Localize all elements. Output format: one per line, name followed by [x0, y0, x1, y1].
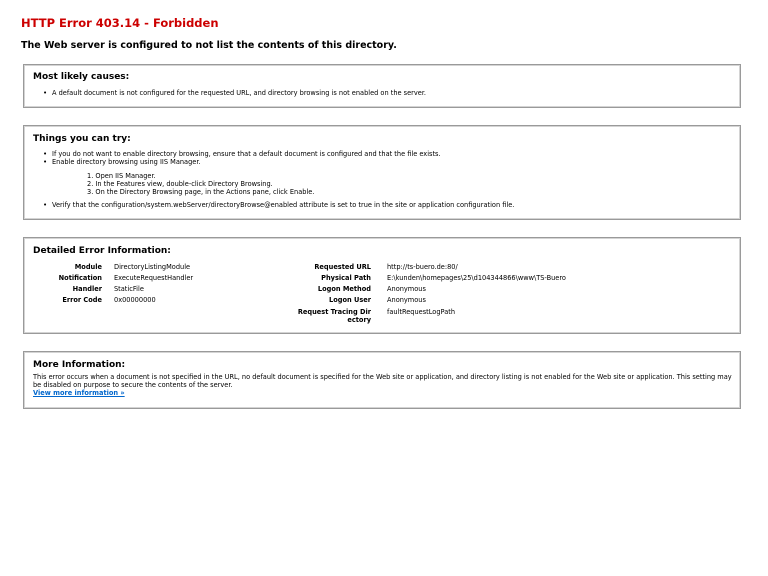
- try-list-extra: [52, 201, 514, 209]
- detail-label: Module: [74, 263, 102, 271]
- step-item: 1. Open IIS Manager.: [87, 172, 156, 180]
- detail-value: ExecuteRequestHandler: [114, 274, 194, 282]
- view-more-info-link[interactable]: View more information »: [33, 389, 125, 397]
- detail-value: DirectoryListingModule: [114, 263, 191, 271]
- list-item: • Verify that the configuration/system.webServer/directoryBrowse@enabled attribute is set to true in the site or application configuration file.: [52, 201, 514, 209]
- more-info-heading: More Information:: [33, 360, 126, 370]
- error-subtitle: The Web server is configured to not list the contents of this directory.: [21, 40, 397, 51]
- error-header: [0, 0, 768, 52]
- detail-value: E:\kunden\homepages\25\d104344866\www\TS-Buero: [387, 274, 566, 282]
- detail-label: Logon Method: [317, 285, 371, 293]
- iis-steps-list: [87, 172, 314, 196]
- try-box: [23, 125, 741, 220]
- list-item: • If you do not want to enable directory browsing, ensure that a default document is configured and that the file exists.: [52, 150, 441, 158]
- detail-value: Anonymous: [387, 296, 426, 304]
- causes-list: [52, 89, 426, 97]
- try-list: [52, 150, 441, 166]
- detail-value: http://ts-buero.de:80/: [387, 263, 458, 271]
- causes-box: [23, 64, 741, 108]
- detail-label-line: Request Tracing Dir: [297, 308, 371, 316]
- details-heading: Detailed Error Information:: [33, 246, 171, 256]
- detail-label: Notification: [58, 274, 102, 282]
- try-heading: Things you can try:: [33, 134, 131, 144]
- causes-heading: Most likely causes:: [33, 72, 130, 82]
- error-title: HTTP Error 403.14 - Forbidden: [21, 16, 219, 30]
- list-item: • Enable directory browsing using IIS Manager.: [52, 158, 441, 166]
- detail-value: StaticFile: [114, 285, 144, 293]
- step-item: 3. On the Directory Browsing page, in the Actions pane, click Enable.: [87, 188, 315, 196]
- step-item: 2. In the Features view, double-click Directory Browsing.: [87, 180, 273, 188]
- list-item: • A default document is not configured for the requested URL, and directory browsing is not enabled on the server.: [52, 89, 426, 97]
- detail-label: Requested URL: [314, 263, 371, 271]
- detail-label: Error Code: [62, 296, 102, 304]
- detail-label: Physical Path: [321, 274, 371, 282]
- details-box: [23, 237, 741, 334]
- detail-label: Logon User: [329, 296, 371, 304]
- detail-label: [254, 308, 371, 324]
- more-info-text: [33, 373, 733, 397]
- detail-value: faultRequestLogPath: [387, 308, 456, 316]
- detail-value: 0x00000000: [114, 296, 156, 304]
- detail-label-line: ectory: [347, 316, 371, 324]
- detail-value: Anonymous: [387, 285, 426, 293]
- more-info-box: [23, 351, 741, 409]
- more-info-body: This error occurs when a document is not specified in the URL, no default document is specified for the Web site or application, and directory listing is not enabled for the Web site or application. This setting may be disabled on purpose to secure the contents of the server.: [33, 373, 732, 389]
- detail-label: Handler: [72, 285, 102, 293]
